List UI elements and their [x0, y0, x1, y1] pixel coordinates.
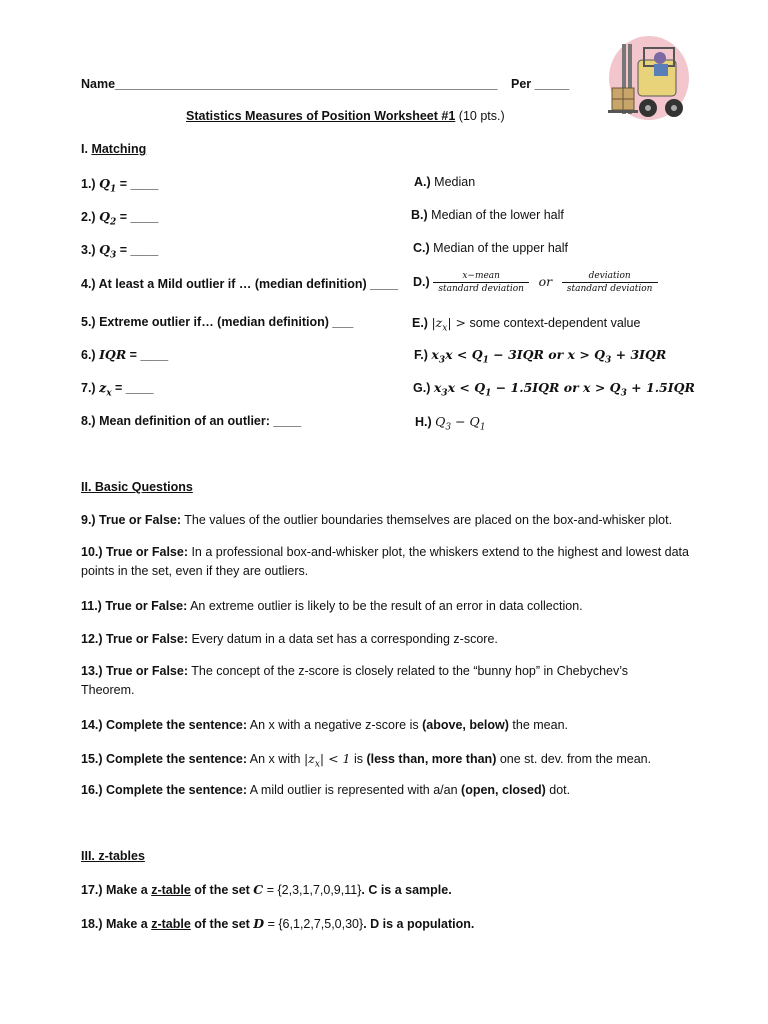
math-var: Q — [99, 176, 110, 191]
question-text: The values of the outlier boundaries themselves are placed on the box-and-whisker plot. — [181, 513, 673, 527]
question-17 — [81, 882, 452, 897]
choice-letter: F.) — [414, 348, 428, 362]
question-choice: (less than, more than) — [366, 752, 497, 766]
question-text: A mild outlier is represented with a/an — [247, 783, 462, 797]
choice-text: Median of the lower half — [431, 208, 564, 222]
question-choice: (open, closed) — [461, 783, 546, 797]
math-sub: x — [442, 323, 448, 334]
question-label: 18.) Make a — [81, 917, 152, 931]
math-sub: 1 — [485, 388, 492, 399]
math-var: z — [99, 380, 107, 395]
match-item-1 — [81, 176, 158, 195]
item-number: 2.) — [81, 210, 96, 224]
question-label: 9.) True or False: — [81, 513, 182, 527]
question-9 — [81, 513, 672, 527]
item-number: 6.) — [81, 348, 96, 362]
question-label: 17.) Make a — [81, 883, 152, 897]
question-tail: . D is a population. — [363, 917, 475, 931]
question-text: is — [350, 752, 367, 766]
match-item-2 — [81, 209, 158, 228]
period-line[interactable]: Per _____ — [511, 77, 570, 91]
math-expr: x < Q — [447, 380, 486, 395]
choice-e — [412, 315, 640, 334]
choice-b — [411, 208, 564, 222]
ztable-term: z-table — [151, 883, 191, 897]
set-variable: C — [253, 882, 264, 897]
math-sub: 1 — [109, 184, 117, 195]
choice-letter: B.) — [411, 208, 428, 222]
choice-letter: G.) — [413, 381, 431, 395]
match-item-5 — [81, 315, 353, 329]
fraction-numerator: x−mean — [433, 271, 529, 283]
math-expr: − Q — [451, 414, 480, 429]
fraction-zscore-deviation — [562, 271, 658, 294]
math-sub: 3 — [109, 250, 117, 261]
worksheet-title — [186, 109, 505, 123]
math-sub: 3 — [620, 388, 627, 399]
choice-letter: C.) — [413, 241, 430, 255]
fraction-denominator: standard deviation — [438, 284, 524, 294]
match-item-7 — [81, 380, 154, 399]
question-tail: the mean. — [508, 718, 569, 732]
question-14 — [81, 718, 568, 732]
question-label: 14.) Complete the sentence: — [81, 718, 248, 732]
blank: = ____ — [116, 177, 159, 191]
math-expr: − 1.5IQR or x > Q — [491, 380, 621, 395]
choice-d — [413, 271, 658, 294]
choice-letter: H.) — [415, 415, 432, 429]
math-var: IQR — [99, 347, 127, 362]
choice-text: Median — [434, 175, 476, 189]
choice-letter: E.) — [412, 316, 428, 330]
choice-c — [413, 241, 568, 255]
choice-text: Median of the upper half — [433, 241, 568, 255]
name-line[interactable]: Name_______________________________________________________ — [81, 77, 498, 91]
question-text: In a professional box-and-whisker plot, the whiskers extend to the highest and lowest data points in the set, even if they are outliers. — [81, 545, 689, 578]
question-label: 13.) True or False: — [81, 664, 188, 678]
question-tail: . C is a sample. — [361, 883, 452, 897]
question-11 — [81, 599, 583, 613]
question-text: The concept of the z-score is closely related to the “bunny hop” in Chebychev’s Theorem. — [81, 664, 629, 697]
fraction-denominator: standard deviation — [566, 284, 653, 294]
math-sub: x — [314, 759, 320, 770]
question-text: Every datum in a data set has a corresponding z-score. — [187, 632, 498, 646]
question-10 — [81, 543, 691, 581]
choice-f — [414, 347, 666, 366]
question-text: of the set — [190, 883, 254, 897]
blank: = ____ — [116, 210, 159, 224]
title-text: Statistics Measures of Position Worksheet #1 — [186, 109, 456, 123]
match-item-3 — [81, 242, 158, 261]
blank: = ____ — [111, 381, 154, 395]
math-sub: 3 — [441, 388, 448, 399]
question-tail: dot. — [545, 783, 571, 797]
math-sub: x — [106, 388, 112, 399]
set-variable: D — [253, 916, 265, 931]
blank: = ____ — [126, 348, 169, 362]
forklift-icon — [604, 30, 694, 126]
question-12 — [81, 632, 498, 646]
fraction-numerator: deviation — [562, 271, 658, 283]
choice-h — [415, 414, 486, 433]
math-sub: 3 — [438, 355, 446, 366]
math-expr: |z — [431, 315, 443, 330]
points-text: (10 pts.) — [458, 109, 505, 123]
math-expr: Q — [435, 414, 446, 429]
question-label: 10.) True or False: — [81, 545, 188, 559]
item-number: 4.) — [81, 277, 96, 291]
question-label: 15.) Complete the sentence: — [81, 752, 248, 766]
question-text: An extreme outlier is likely to be the result of an error in data collection. — [187, 599, 583, 613]
item-text: Extreme outlier if… (median definition) ___ — [99, 315, 354, 329]
section-basic-heading: II. Basic Questions — [81, 480, 193, 494]
section-matching-heading — [81, 142, 146, 156]
math-var: Q — [99, 209, 110, 224]
question-18 — [81, 916, 474, 931]
ztable-term: z-table — [151, 917, 191, 931]
section-roman: I. — [81, 142, 88, 156]
math-expr: | > — [447, 315, 467, 330]
question-tail: one st. dev. from the mean. — [496, 752, 652, 766]
math-sub: 2 — [109, 217, 117, 228]
math-expr: x — [433, 380, 442, 395]
item-number: 3.) — [81, 243, 96, 257]
item-number: 8.) — [81, 414, 96, 428]
choice-letter: D.) — [413, 274, 430, 289]
choice-text: some context-dependent value — [466, 316, 641, 330]
math-expr: | < 1 — [319, 751, 351, 766]
item-number: 1.) — [81, 177, 96, 191]
item-number: 5.) — [81, 315, 96, 329]
match-item-8 — [81, 414, 301, 428]
fraction-zscore-mean — [433, 271, 529, 294]
question-label: 11.) True or False: — [81, 599, 188, 613]
blank: = ____ — [116, 243, 159, 257]
math-expr: + 3IQR — [611, 347, 667, 362]
math-expr: + 1.5IQR — [626, 380, 695, 395]
section-title: Matching — [91, 142, 147, 156]
or-text: or — [538, 273, 553, 289]
question-text: of the set — [190, 917, 254, 931]
item-number: 7.) — [81, 381, 96, 395]
math-sub: 3 — [605, 355, 612, 366]
math-expr: x < Q — [445, 347, 483, 362]
match-item-6 — [81, 347, 168, 362]
choice-g — [413, 380, 695, 399]
question-choice: (above, below) — [422, 718, 509, 732]
choice-a — [414, 175, 475, 189]
item-text: At least a Mild outlier if … (median definition) ____ — [98, 277, 398, 291]
choice-letter: A.) — [414, 175, 431, 189]
question-label: 12.) True or False: — [81, 632, 188, 646]
math-expr: |z — [304, 751, 315, 766]
question-13 — [81, 662, 641, 700]
match-item-4 — [81, 277, 398, 291]
math-var: Q — [99, 242, 110, 257]
math-expr: − 3IQR or x > Q — [488, 347, 606, 362]
math-sub: 1 — [479, 422, 486, 433]
set-values: = {2,3,1,7,0,9,11} — [263, 883, 362, 897]
math-expr: x — [431, 347, 439, 362]
question-text: An x with — [247, 752, 304, 766]
question-text: An x with a negative z-score is — [247, 718, 423, 732]
section-ztables-heading: III. z-tables — [81, 849, 145, 863]
question-15 — [81, 751, 651, 770]
math-sub: 3 — [445, 422, 452, 433]
question-label: 16.) Complete the sentence: — [81, 783, 248, 797]
question-16 — [81, 783, 570, 797]
set-values: = {6,1,2,7,5,0,30} — [264, 917, 364, 931]
math-sub: 1 — [482, 355, 489, 366]
item-text: Mean definition of an outlier: ____ — [99, 414, 302, 428]
